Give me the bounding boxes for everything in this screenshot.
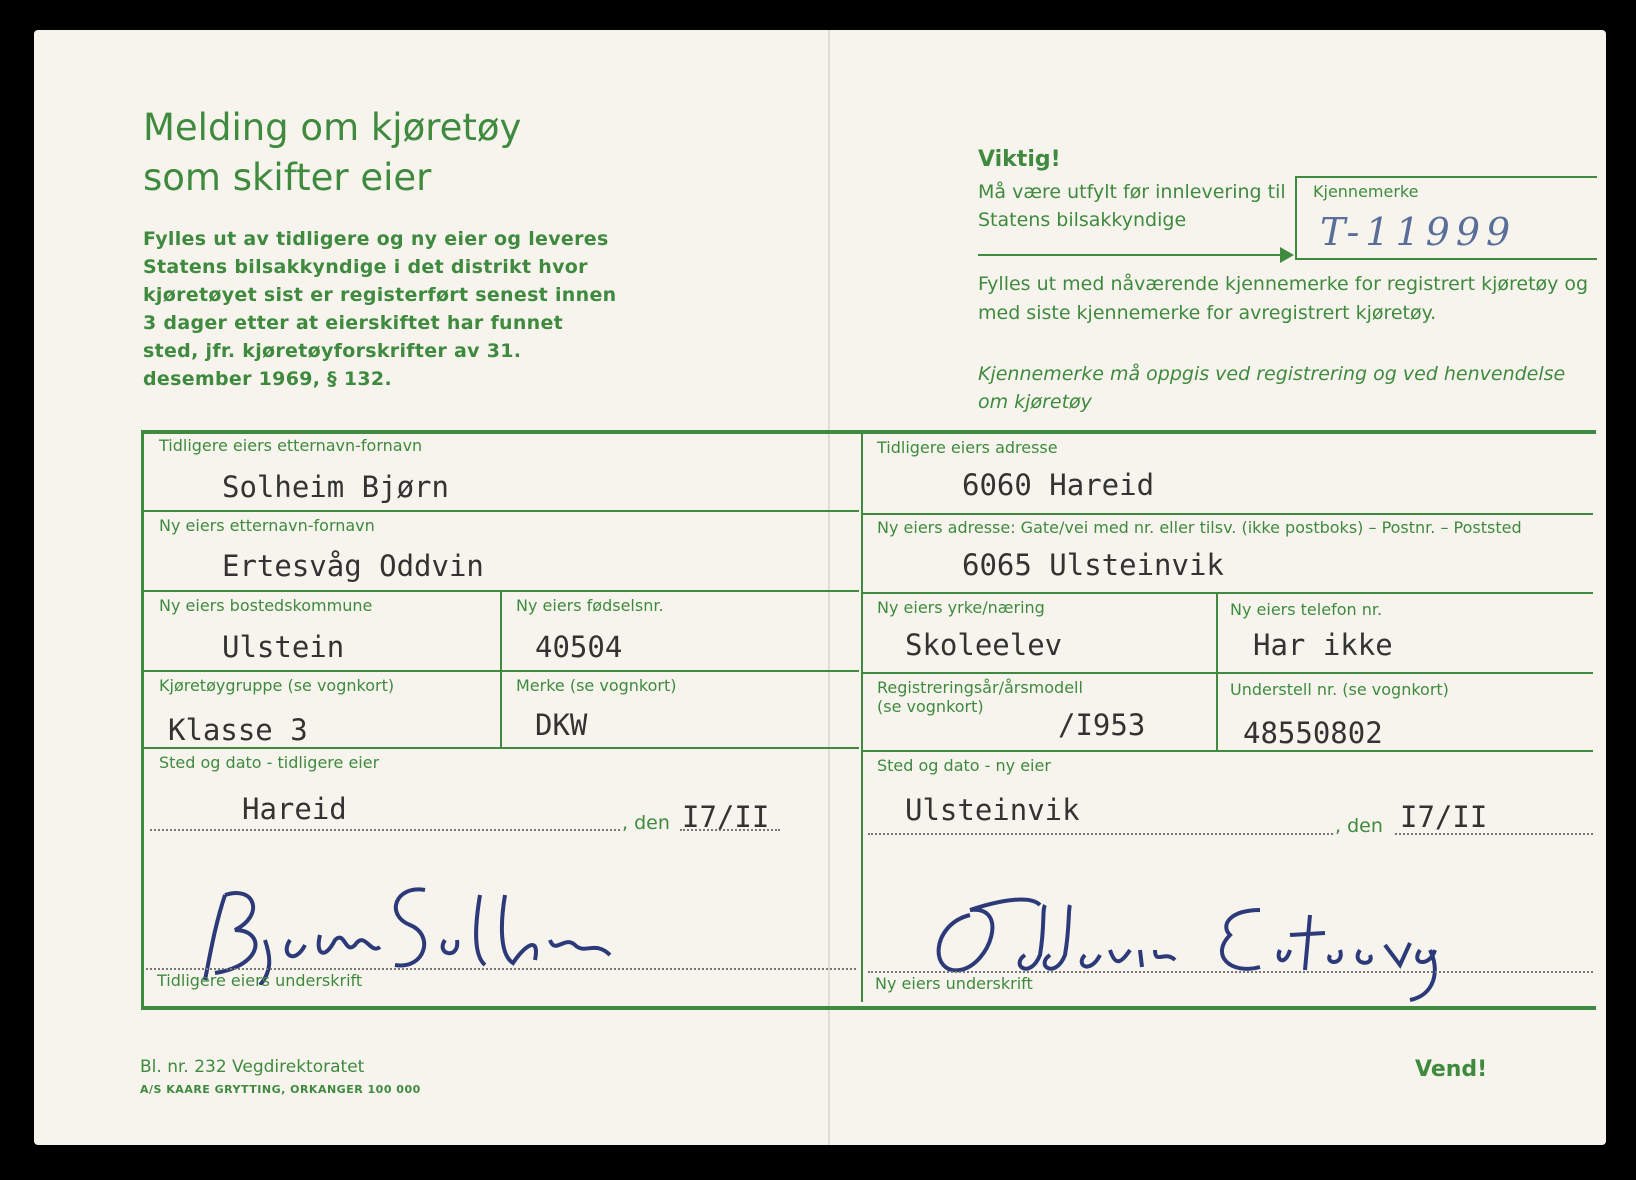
viktig-text: Må være utfylt før innlevering til Statens bilsakkyndige bbox=[978, 181, 1286, 231]
prev-place-field[interactable]: Hareid bbox=[242, 792, 347, 826]
row-line bbox=[144, 590, 859, 592]
row-line bbox=[863, 750, 1593, 752]
new-owner-address-field[interactable]: 6065 Ulsteinvik bbox=[962, 548, 1224, 582]
prev-signature-handwriting bbox=[195, 885, 615, 985]
prev-signature-label: Tidligere eiers underskrift bbox=[157, 971, 363, 990]
new-place-field[interactable]: Ulsteinvik bbox=[905, 793, 1080, 827]
intro-text: Fylles ut av tidligere og ny eier og leveres Statens bilsakkyndige i det distrikt hvor kjøretøyet sist er registerført senest innen 3 dager etter at eierskiftet har funnet sted, jfr. kjøretøyforskrifter av 31. desember 1969, § 132. bbox=[143, 228, 617, 390]
den-label: , den bbox=[622, 812, 670, 834]
reg-year-label-line1: Registreringsår/årsmodell bbox=[877, 678, 1083, 697]
row-line bbox=[863, 672, 1593, 674]
center-divider bbox=[861, 434, 863, 1002]
phone-field[interactable]: Har ikke bbox=[1253, 628, 1393, 662]
vehicle-group-label: Kjøretøygruppe (se vognkort) bbox=[159, 676, 395, 695]
printer-text: A/S KAARE GRYTTING, ORKANGER 100 000 bbox=[140, 1083, 421, 1096]
prev-owner-address-label: Tidligere eiers adresse bbox=[877, 438, 1058, 457]
den-label: , den bbox=[1335, 815, 1383, 837]
chassis-field[interactable]: 48550802 bbox=[1243, 716, 1383, 750]
reg-year-field[interactable]: /I953 bbox=[1058, 708, 1146, 742]
prev-place-label: Sted og dato - tidligere eier bbox=[159, 753, 380, 772]
new-place-label: Sted og dato - ny eier bbox=[877, 756, 1051, 775]
viktig-heading: Viktig! bbox=[978, 147, 1061, 172]
dotted-line bbox=[868, 971, 1593, 973]
new-owner-name-label: Ny eiers etternavn-fornavn bbox=[159, 516, 375, 535]
fill-note-italic: Kjennemerke må oppgis ved registrering og ved henvendelse om kjøretøy bbox=[978, 363, 1566, 413]
fill-note: Fylles ut med nåværende kjennemerke for registrert kjøretøy og med siste kjennemerke for avregistrert kjøretøy. bbox=[978, 273, 1589, 324]
vehicle-group-field[interactable]: Klasse 3 bbox=[168, 713, 308, 747]
title-line-1: Melding om kjøretøy bbox=[143, 106, 522, 149]
new-signature bbox=[930, 895, 1450, 1020]
phone-label: Ny eiers telefon nr. bbox=[1230, 600, 1383, 619]
row-line bbox=[863, 513, 1593, 515]
kjennemerke-value[interactable]: T-11999 bbox=[1320, 210, 1517, 254]
occupation-field[interactable]: Skoleelev bbox=[905, 628, 1063, 662]
row-line bbox=[144, 670, 859, 672]
birthno-label: Ny eiers fødselsnr. bbox=[516, 596, 664, 615]
prev-owner-name-field[interactable]: Solheim Bjørn bbox=[222, 470, 449, 504]
municipality-label: Ny eiers bostedskommune bbox=[159, 596, 373, 615]
reg-year-label bbox=[877, 678, 1083, 716]
municipality-field[interactable]: Ulstein bbox=[222, 630, 345, 664]
reg-year-label-line2: (se vognkort) bbox=[877, 697, 984, 716]
new-owner-address-label: Ny eiers adresse: Gate/vei med nr. eller tilsv. (ikke postboks) – Postnr. – Poststed bbox=[877, 518, 1522, 537]
dotted-line bbox=[868, 833, 1333, 835]
row-line bbox=[863, 592, 1593, 594]
arrow-line bbox=[978, 254, 1288, 256]
chassis-label: Understell nr. (se vognkort) bbox=[1230, 680, 1449, 699]
vend-text: Vend! bbox=[1415, 1057, 1488, 1082]
arrow-right-icon bbox=[1280, 247, 1294, 263]
kjennemerke-label: Kjennemerke bbox=[1313, 182, 1419, 201]
dotted-line bbox=[150, 829, 620, 831]
page-title bbox=[143, 103, 521, 203]
title-line-2: som skifter eier bbox=[143, 156, 432, 199]
new-date-field[interactable]: I7/II bbox=[1400, 800, 1488, 834]
occupation-label: Ny eiers yrke/næring bbox=[877, 598, 1045, 617]
prev-owner-name-label: Tidligere eiers etternavn-fornavn bbox=[159, 436, 423, 455]
prev-owner-address-field[interactable]: 6060 Hareid bbox=[962, 468, 1155, 502]
row-line bbox=[144, 747, 859, 749]
dotted-line bbox=[1395, 833, 1593, 835]
row-line bbox=[144, 510, 859, 512]
new-owner-name-field[interactable]: Ertesvåg Oddvin bbox=[222, 549, 484, 583]
prev-date-field[interactable]: I7/II bbox=[682, 800, 770, 834]
make-label: Merke (se vognkort) bbox=[516, 676, 677, 695]
birthno-field[interactable]: 40504 bbox=[535, 630, 623, 664]
dotted-line bbox=[680, 829, 780, 831]
form-number: Bl. nr. 232 Vegdirektoratet bbox=[140, 1057, 365, 1077]
make-field[interactable]: DKW bbox=[535, 708, 588, 742]
new-signature-label: Ny eiers underskrift bbox=[875, 974, 1033, 993]
dotted-line bbox=[146, 968, 856, 970]
